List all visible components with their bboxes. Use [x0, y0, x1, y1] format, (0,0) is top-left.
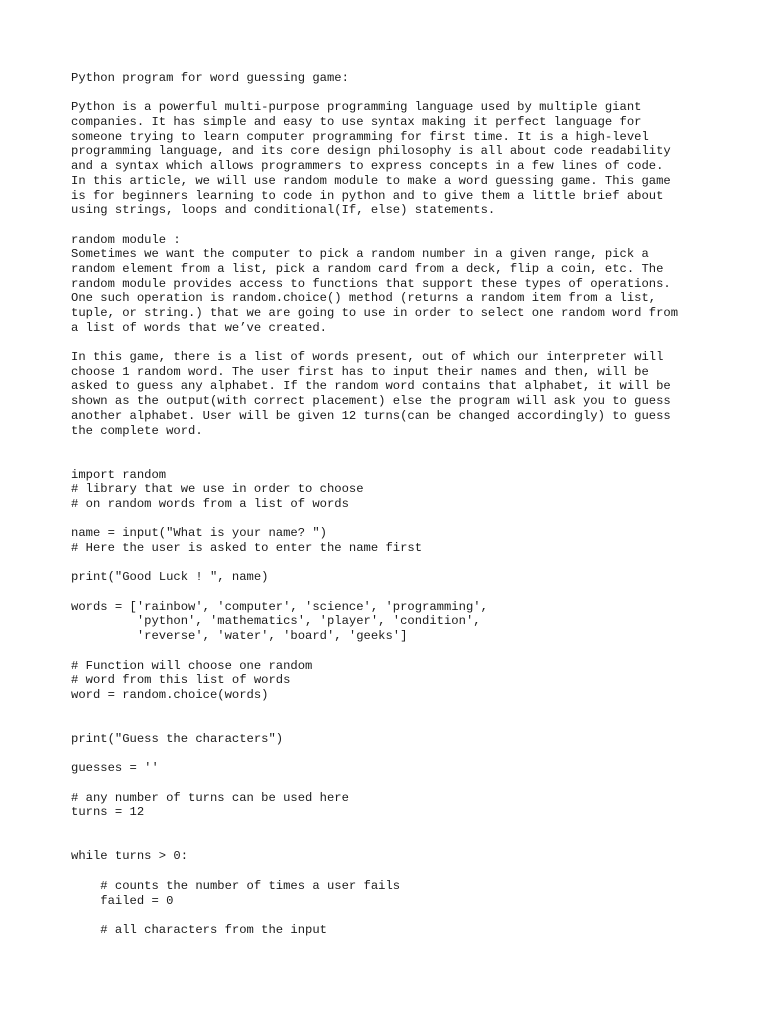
text-line: the complete word. [71, 423, 203, 438]
code-line: guesses = '' [71, 761, 159, 776]
blank-line [71, 703, 731, 718]
blank-line [71, 218, 731, 233]
text-line: Python is a powerful multi-purpose programming language used by multiple giant [71, 100, 642, 115]
code-line: print("Guess the characters") [71, 731, 284, 746]
text-line: choose 1 random word. The user first has to input their names and then, will be [71, 364, 649, 379]
text-line: random module provides access to functions that support these types of operations. [71, 276, 671, 291]
code-line: failed = 0 [71, 893, 174, 908]
blank-line [71, 820, 731, 835]
text-line: random element from a list, pick a random card from a deck, flip a coin, etc. The [71, 261, 664, 276]
blank-line [71, 585, 731, 600]
text-line: is for beginners learning to code in python and to give them a little brief about [71, 188, 664, 203]
document-title: Python program for word guessing game: [71, 71, 349, 85]
code-comment-line: # any number of turns can be used here [71, 790, 349, 805]
blank-line [71, 453, 731, 468]
text-line: tuple, or string.) that we are going to use in order to select one random word from [71, 306, 679, 320]
blank-line [71, 438, 731, 453]
text-line: In this article, we will use random module to make a word guessing game. This game [71, 173, 671, 188]
text-line: companies. It has simple and easy to use syntax making it perfect language for [71, 115, 642, 130]
text-line: someone trying to learn computer programming for first time. It is a high-level [71, 129, 649, 144]
blank-line [71, 717, 731, 732]
code-comment-line: # Here the user is asked to enter the name first [71, 541, 423, 555]
code-line: print("Good Luck ! ", name) [71, 570, 269, 585]
code-line: 'python', 'mathematics', 'player', 'condition', [71, 614, 481, 629]
code-comment-line: # counts the number of times a user fails [71, 878, 401, 893]
blank-line [71, 908, 731, 923]
text-line: another alphabet. User will be given 12 turns(can be changed accordingly) to guess [71, 408, 671, 423]
code-line: words = ['rainbow', 'computer', 'science', 'programming', [71, 599, 488, 614]
blank-line [71, 747, 731, 762]
text-line: using strings, loops and conditional(If, else) statements. [71, 203, 496, 218]
code-comment-line: # on random words from a list of words [71, 496, 349, 511]
text-line: Sometimes we want the computer to pick a random number in a given range, pick a [71, 247, 649, 262]
text-line: a list of words that we’ve created. [71, 320, 327, 335]
blank-line [71, 776, 731, 791]
code-line: turns = 12 [71, 805, 145, 820]
blank-line [71, 512, 731, 527]
code-comment-line: # library that we use in order to choose [71, 482, 364, 497]
blank-line [71, 86, 731, 101]
code-line: while turns > 0: [71, 849, 189, 864]
text-line: One such operation is random.choice() method (returns a random item from a list, [71, 291, 657, 306]
text-line: random module : [71, 232, 181, 247]
blank-line [71, 864, 731, 879]
code-comment-line: # all characters from the input [71, 922, 327, 937]
blank-line [71, 835, 731, 850]
code-comment-line: # word from this list of words [71, 673, 291, 688]
code-line: 'reverse', 'water', 'board', 'geeks'] [71, 629, 408, 644]
blank-line [71, 335, 731, 350]
code-line: word = random.choice(words) [71, 687, 269, 702]
text-line: asked to guess any alphabet. If the random word contains that alphabet, it will be [71, 379, 671, 394]
code-comment-line: # Function will choose one random [71, 658, 313, 673]
blank-line [71, 644, 731, 659]
blank-line [71, 556, 731, 571]
document-body [71, 71, 731, 938]
text-line: programming language, and its core design philosophy is all about code readability [71, 144, 671, 159]
code-line: name = input("What is your name? ") [71, 526, 327, 541]
text-line: and a syntax which allows programmers to express concepts in a few lines of code. [71, 159, 664, 174]
code-line: import random [71, 467, 167, 482]
text-line: In this game, there is a list of words present, out of which our interpreter will [71, 350, 664, 365]
text-line: shown as the output(with correct placement) else the program will ask you to guess [71, 394, 671, 409]
